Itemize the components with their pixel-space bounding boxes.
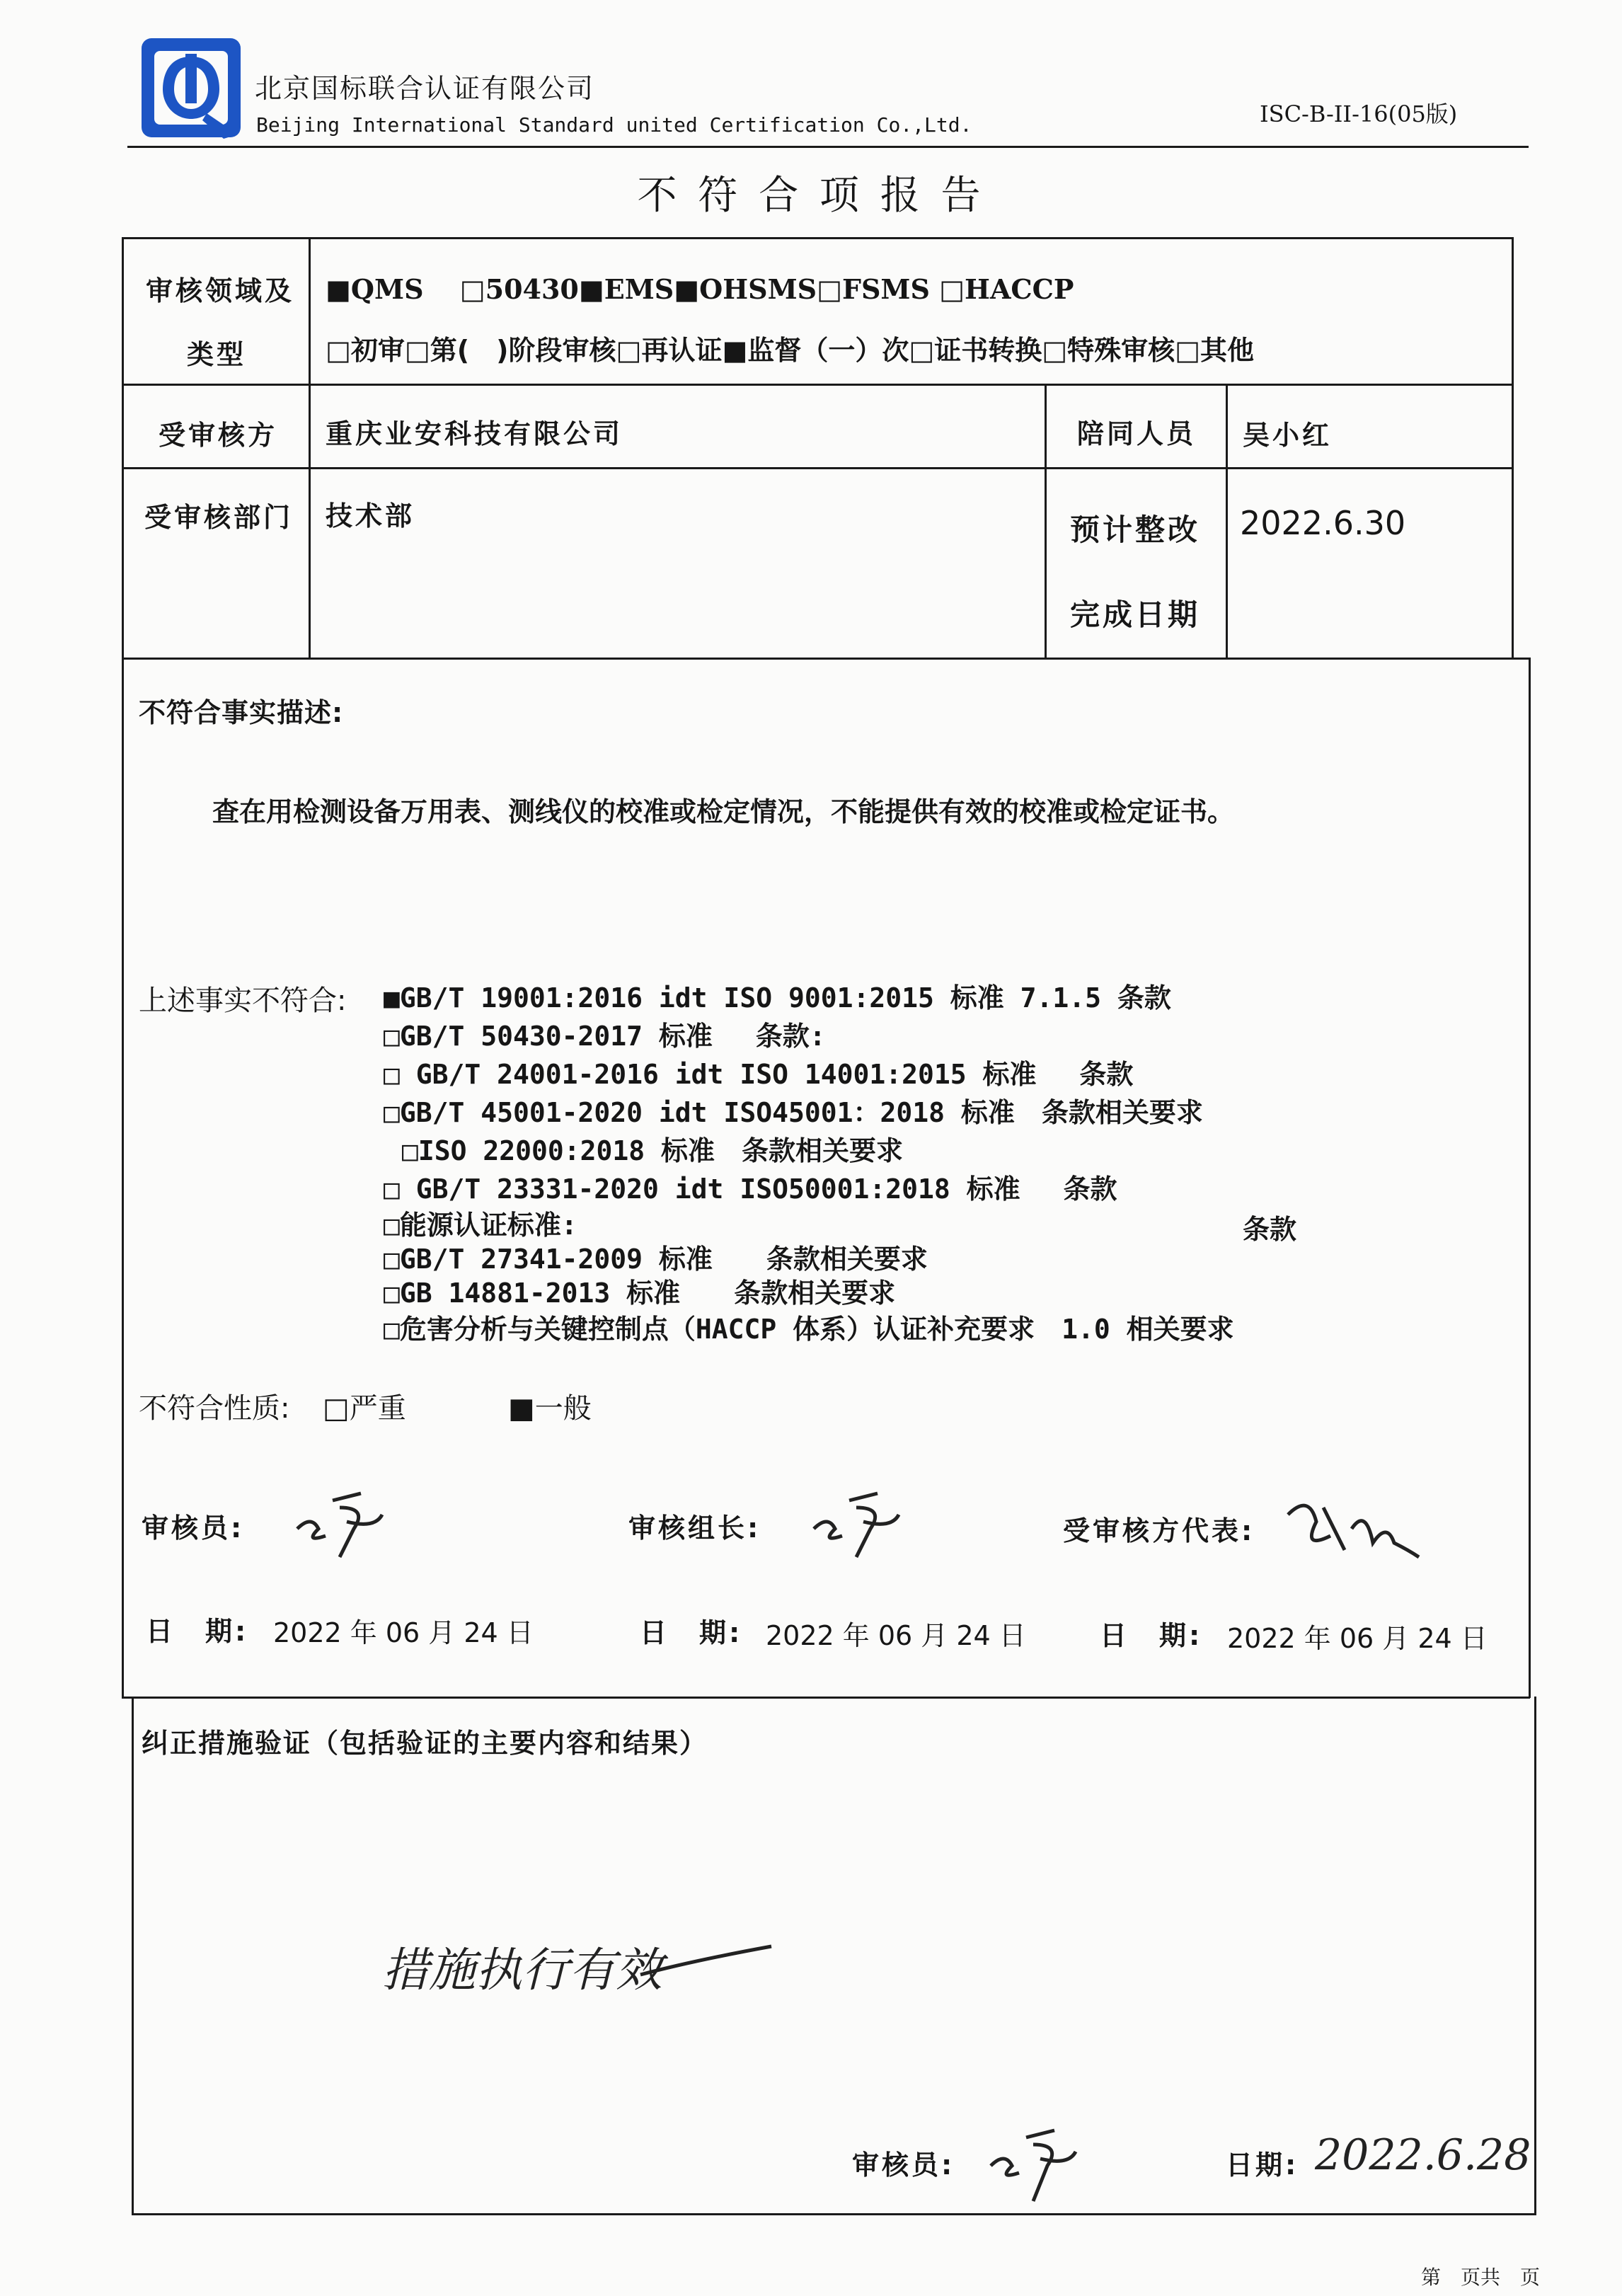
- standard-item: □能源认证标准:: [384, 1210, 577, 1241]
- company-logo: [139, 35, 243, 142]
- company-name-en: Beijing International Standard united Certification Co.,Ltd.: [256, 113, 972, 137]
- table-border-right-lower: [1529, 658, 1531, 1698]
- auditee-rep-label: 受审核方代表:: [1063, 1515, 1255, 1546]
- page-number: 第 页共 页: [1421, 2266, 1541, 2289]
- row-divider: [122, 384, 1513, 386]
- standard-item: □GB/T 50430-2017 标准 条款:: [384, 1021, 826, 1052]
- dept-label: 受审核部门: [144, 502, 294, 533]
- nature-general-checkbox: ■一般: [508, 1392, 592, 1425]
- standard-item: □ISO 22000:2018 标准 条款相关要求: [402, 1135, 904, 1166]
- row-divider: [122, 658, 1530, 660]
- company-name-cn: 北京国标联合认证有限公司: [255, 73, 595, 104]
- standard-item: □危害分析与关键控制点（HACCP 体系）认证补充要求 1.0 相关要求: [384, 1314, 1234, 1345]
- audit-scope-options: ■QMS □50430■EMS■OHSMS□FSMS □HACCP: [326, 273, 1074, 305]
- form-code: ISC-B-II-16(05版): [1260, 101, 1458, 127]
- energy-clause-label: 条款: [1243, 1214, 1297, 1245]
- verification-border-left: [132, 1697, 134, 2215]
- against-label: 上述事实不符合:: [139, 985, 347, 1017]
- nature-label: 不符合性质:: [139, 1392, 290, 1425]
- due-label-2: 完成日期: [1070, 597, 1201, 632]
- row-divider: [122, 467, 1513, 469]
- handwriting-stroke: [637, 1939, 778, 1982]
- nonconformity-description: 查在用检测设备万用表、测线仪的校准或检定情况，不能提供有效的校准或检定证书。: [212, 796, 1235, 827]
- auditee-rep-signature: [1281, 1486, 1422, 1571]
- description-label: 不符合事实描述:: [139, 697, 344, 728]
- verification-label: 纠正措施验证（包括验证的主要内容和结果）: [142, 1728, 708, 1759]
- leader-label: 审核组长:: [628, 1513, 761, 1544]
- table-border-top: [122, 237, 1513, 239]
- auditor-signature: [290, 1479, 389, 1564]
- auditor-date-label: 日 期:: [146, 1616, 249, 1647]
- audit-type-options: □初审□第( )阶段审核□再认证■监督（一）次□证书转换□特殊审核□其他: [326, 335, 1255, 366]
- auditee-value: 重庆业安科技有限公司: [326, 418, 623, 449]
- standard-item: □GB/T 27341-2009 标准 条款相关要求: [384, 1244, 928, 1275]
- nature-serious-checkbox: □严重: [323, 1392, 406, 1425]
- bisc-logo-icon: [139, 35, 243, 142]
- verification-border-top: [122, 1697, 1530, 1699]
- leader-signature: [807, 1479, 906, 1564]
- standard-item: □ GB/T 23331-2020 idt ISO50001:2018 标准 条款: [384, 1173, 1117, 1205]
- table-border-left: [122, 237, 124, 1699]
- table-border-right: [1512, 237, 1514, 658]
- leader-date-label: 日 期:: [640, 1617, 743, 1648]
- escort-value: 吴小红: [1243, 420, 1333, 451]
- verification-border-bottom: [132, 2213, 1536, 2215]
- standard-item: □GB/T 45001-2020 idt ISO45001：2018 标准 条款相关要求: [384, 1097, 1203, 1128]
- due-label-1: 预计整改: [1070, 512, 1201, 547]
- auditor-date: 2022 年 06 月 24 日: [273, 1617, 534, 1648]
- col-divider: [1045, 384, 1047, 658]
- verification-auditor-label: 审核员:: [852, 2149, 955, 2181]
- verification-date-label: 日期:: [1226, 2149, 1299, 2181]
- verification-border-right: [1534, 1697, 1536, 2215]
- standard-item: □GB 14881-2013 标准 条款相关要求: [384, 1278, 896, 1309]
- auditor-label: 审核员:: [142, 1513, 245, 1544]
- escort-label: 陪同人员: [1077, 418, 1197, 449]
- verification-date-handwritten: 2022.6.28: [1315, 2130, 1531, 2180]
- col-divider: [309, 237, 311, 658]
- standard-item: □ GB/T 24001-2016 idt ISO 14001:2015 标准 条款: [384, 1059, 1134, 1090]
- verification-auditor-signature: [984, 2116, 1083, 2208]
- scope-label-2: 类型: [187, 339, 247, 370]
- standards-list: [384, 979, 1234, 1348]
- page-title: 不 符 合 项 报 告: [637, 173, 985, 219]
- due-date-value: 2022.6.30: [1240, 504, 1406, 542]
- auditee-label: 受审核方: [159, 420, 278, 451]
- col-divider: [1226, 384, 1228, 658]
- verification-result-handwritten: 措施执行有效: [382, 1943, 662, 1997]
- standard-item: ■GB/T 19001:2016 idt ISO 9001:2015 标准 7.1.5 条款: [384, 982, 1171, 1014]
- scope-label-1: 审核领域及: [146, 275, 295, 306]
- leader-date: 2022 年 06 月 24 日: [766, 1620, 1026, 1651]
- auditee-date: 2022 年 06 月 24 日: [1227, 1623, 1488, 1654]
- dept-value: 技术部: [326, 500, 415, 532]
- auditee-date-label: 日 期:: [1100, 1620, 1203, 1651]
- header-divider: [127, 146, 1529, 148]
